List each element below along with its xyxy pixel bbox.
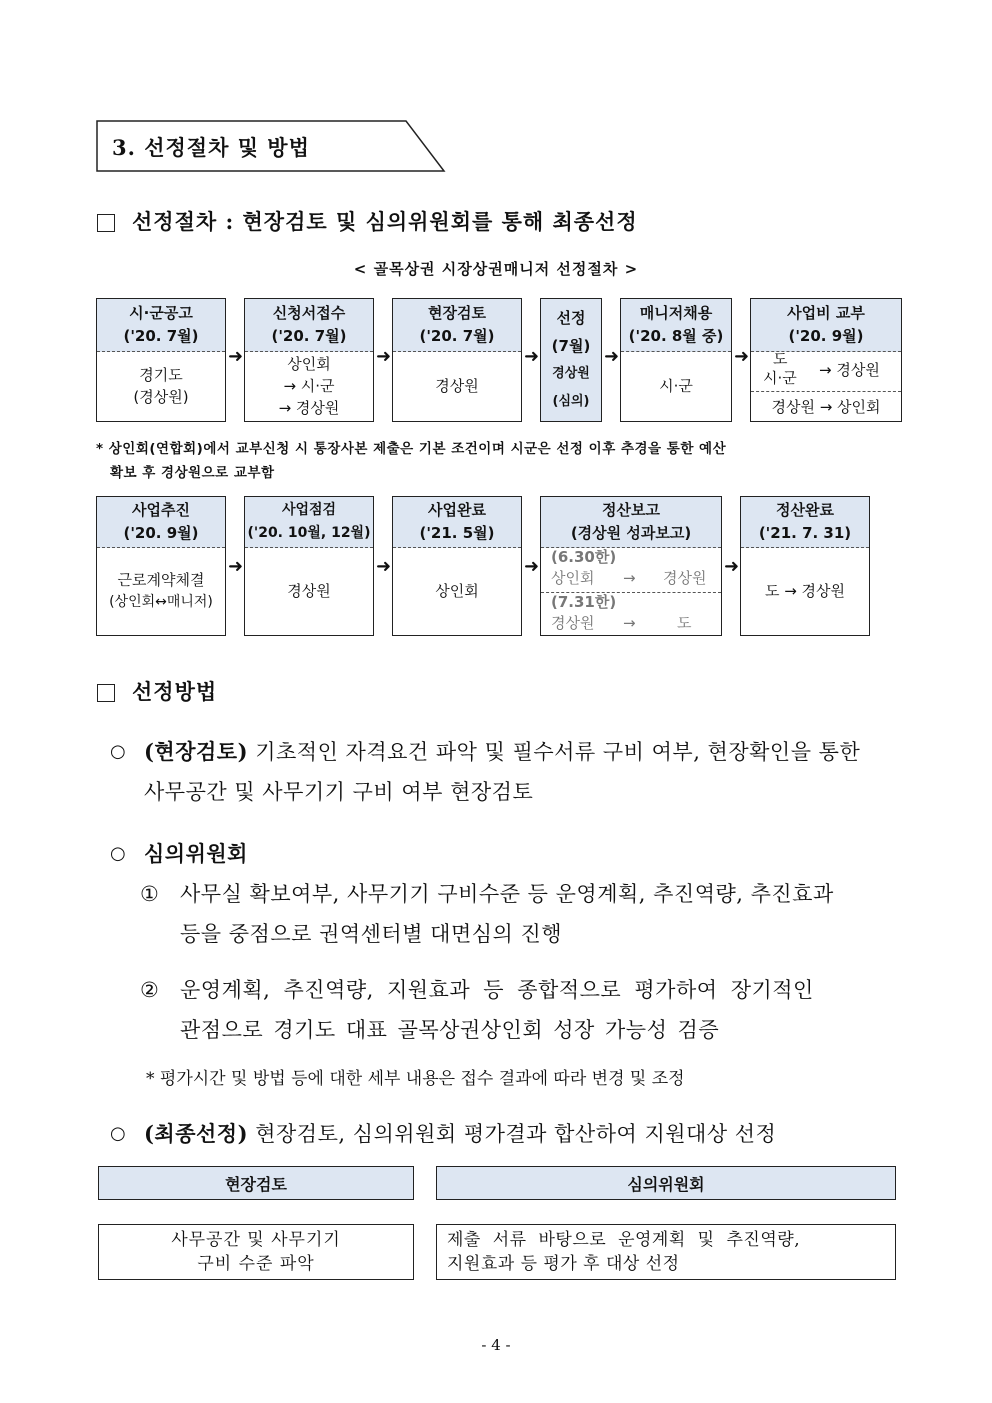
funding-sub-1 (751, 351, 901, 392)
step-date: ('20. 7월) (123, 327, 199, 345)
step-body: 상인회 (287, 355, 331, 373)
cell-line: 구비 수준 파악 (197, 1254, 315, 1274)
sub-text: 시·군 (763, 369, 797, 387)
arrow-icon: ➜ (228, 556, 244, 577)
arrow-icon: ➜ (524, 346, 540, 367)
step-date: ('21. 7. 31) (758, 524, 852, 542)
deadline: (6.30한) (551, 548, 617, 566)
bullet-icon: ○ (110, 741, 127, 762)
step-head: 매니저채용 (639, 304, 713, 322)
arrow-icon: ➜ (734, 346, 750, 367)
b3-text: 현장검토, 심의위원회 평가결과 합산하여 지원대상 선정 (255, 1122, 777, 1146)
step-head: 사업추진 (132, 501, 190, 519)
flow-note-line1: * 상인회(연합회)에서 교부신청 시 통장사본 제출은 기본 조건이며 시군은 선정 이후 추경을 통한 예산 (96, 441, 727, 457)
sub-text: → (623, 569, 636, 587)
settlement-sub-2 (541, 592, 721, 635)
flow-step-execution (96, 496, 226, 636)
step-date: (경상원 성과보고) (570, 524, 692, 542)
arrow-icon: ➜ (604, 346, 620, 367)
checkbox-icon (97, 684, 115, 702)
step-date: ('20. 9월) (123, 524, 199, 542)
arrow-icon: ➜ (376, 346, 392, 367)
flow-step-settlement-report (540, 496, 722, 636)
sub-text: → (623, 614, 636, 632)
b2-n2-line2: 관점으로 경기도 대표 골목상권상인회 성장 가능성 검증 (180, 1018, 720, 1042)
flow-step-selection (540, 298, 602, 422)
number-2-icon: ② (140, 978, 160, 1002)
bullet-icon: ○ (110, 1123, 127, 1144)
step-body: 시·군 (659, 377, 693, 395)
page-number: - 4 - (481, 1336, 511, 1354)
deadline: (7.31한) (551, 593, 617, 611)
arrow-icon: ➜ (524, 556, 540, 577)
bullet-icon: ○ (110, 843, 127, 864)
number-1-icon: ① (140, 882, 160, 906)
step-date: ('20. 10월, 12월) (247, 525, 371, 541)
b3-line (144, 1112, 904, 1156)
step-body: 도 → 경상원 (764, 582, 846, 600)
b2-n1-line1: 사무실 확보여부, 사무기기 구비수준 등 운영계획, 추진역량, 추진효과 (180, 882, 834, 906)
table-header-committee: 심의위원회 (436, 1166, 896, 1200)
sub-text: 상인회 (551, 569, 595, 587)
flow-step-completion (392, 496, 522, 636)
sub-text: 경상원 (663, 569, 707, 587)
cell-line: 사무공간 및 사무기기 (171, 1230, 341, 1250)
item1-title: 선정절차 : 현장검토 및 심의위원회를 통해 최종선정 (132, 209, 638, 234)
cell-line: 제출 서류 바탕으로 운영계획 및 추진역량, (447, 1230, 801, 1250)
sub-text: 도 (677, 614, 692, 632)
step-body: (상인회↔매니저) (109, 594, 213, 610)
flow-note-line2: 확보 후 경상원으로 교부함 (110, 465, 275, 481)
table-cell-site-review (98, 1224, 414, 1280)
b1-line2: 사무공간 및 사무기기 구비 여부 현장검토 (144, 780, 534, 804)
b2-n1-line2: 등을 중점으로 권역센터별 대면심의 진행 (180, 922, 563, 946)
step-date: ('20. 7월) (271, 327, 347, 345)
b1-label: (현장검토) (144, 739, 249, 764)
flow-step-settlement-done (740, 496, 870, 636)
arrow-icon: ➜ (724, 556, 740, 577)
step-body: 상인회 (435, 582, 479, 600)
step-head: 사업비 교부 (787, 304, 865, 322)
checkbox-icon (97, 214, 115, 232)
b1-line1 (144, 730, 904, 774)
step-body: (경상원) (133, 388, 189, 406)
b2-note: * 평가시간 및 방법 등에 대한 세부 내용은 접수 결과에 따라 변경 및 조정 (146, 1069, 685, 1089)
step-date: ('20. 7월) (419, 327, 495, 345)
table-cell-committee (436, 1224, 896, 1280)
flow-step-hire-manager (620, 298, 732, 422)
step-head: 사업점검 (281, 502, 337, 518)
flow-step-application (244, 298, 374, 422)
step-date: (7월) (551, 337, 591, 355)
step-head: 선정 (556, 309, 586, 327)
step-date: ('20. 8월 중) (628, 327, 724, 345)
step-head: 사업완료 (428, 501, 486, 519)
item2-title: 선정방법 (132, 679, 218, 704)
section-title: 3. 선정절차 및 방법 (112, 135, 310, 160)
step-body: 경기도 (139, 366, 183, 384)
step-date: ('20. 9월) (788, 327, 864, 345)
b1-text: 기초적인 자격요건 파악 및 필수서류 구비 여부, 현장확인을 통한 (255, 740, 861, 764)
sub-text: → 경상원 (819, 361, 880, 379)
flow-step-site-review (392, 298, 522, 422)
step-body: → 경상원 (278, 399, 340, 417)
step-head: 신청서접수 (272, 304, 346, 322)
flow-step-funding (750, 298, 902, 422)
arrow-icon: ➜ (228, 346, 244, 367)
flow-step-inspection (244, 496, 374, 636)
b2-label: 심의위원회 (144, 841, 248, 866)
step-body: → 시·군 (283, 377, 335, 395)
step-head: 정산보고 (602, 501, 660, 519)
step-body: 경상원 (552, 366, 590, 381)
step-body: 경상원 (287, 582, 331, 600)
step-head: 시·군공고 (129, 304, 193, 322)
step-body: 근로계약체결 (117, 571, 205, 589)
settlement-sub-1 (541, 547, 721, 593)
section-title-tab (96, 120, 446, 172)
step-date: ('21. 5월) (419, 524, 495, 542)
table-header-site-review: 현장검토 (98, 1166, 414, 1200)
step-body: (심의) (552, 394, 590, 409)
flow-caption: < 골목상권 시장상권매니저 선정절차 > (353, 260, 639, 278)
flow-step-announce (96, 298, 226, 422)
b2-n2-line1: 운영계획, 추진역량, 지원효과 등 종합적으로 평가하여 장기적인 (180, 978, 814, 1002)
sub-text: 경상원 (551, 614, 595, 632)
sub-text: 도 (773, 350, 788, 368)
cell-line: 지원효과 등 평가 후 대상 선정 (447, 1254, 680, 1274)
funding-sub-2: 경상원 → 상인회 (771, 397, 881, 416)
step-body: 경상원 (435, 377, 479, 395)
step-head: 현장검토 (428, 304, 486, 322)
arrow-icon: ➜ (376, 556, 392, 577)
step-head: 정산완료 (776, 501, 834, 519)
b3-label: (최종선정) (144, 1121, 249, 1146)
